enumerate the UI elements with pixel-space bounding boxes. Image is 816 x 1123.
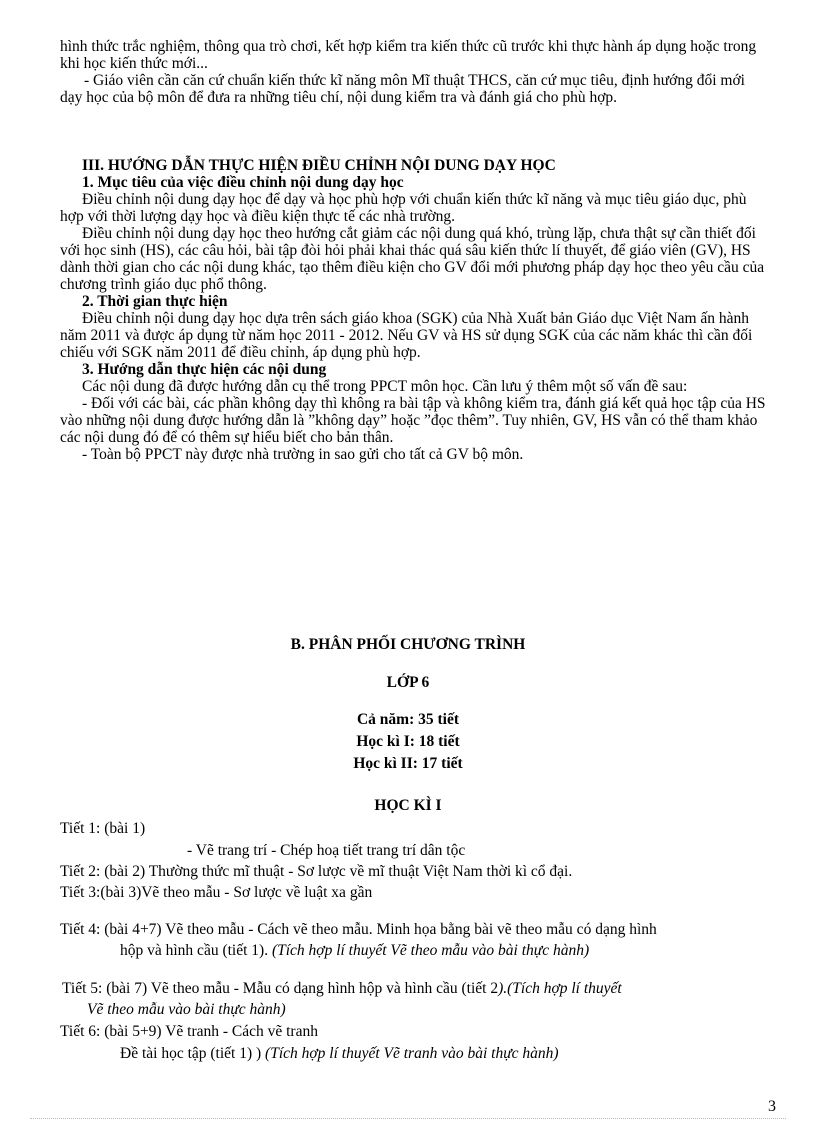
subsection-1-paragraph-2: Điều chỉnh nội dung dạy học theo hướng cắt giảm các nội dung quá khó, trùng lặp, chưa thật sự cần thiết đối với học sinh (HS), các câu hỏi, bài tập đòi hỏi phải khai thác quá sâu kiến thức lí thuyết, để giáo viên (GV), HS dành thời gian cho các nội dung khác, tạo thêm điều kiện cho GV đổi mới phương pháp dạy học theo yêu cầu của chương trình giáo dục phổ thông.: [60, 225, 765, 293]
lesson-6-line-2: [120, 1045, 559, 1062]
subsection-3-paragraph-2: - Đối với các bài, các phần không dạy thì không ra bài tập và không kiểm tra, đánh giá kết quả học tập của HS vào những nội dung được hướng dẫn là ”không dạy” hoặc ”đọc thêm”. Tuy nhiên, GV, HS vẫn có thể tham khảo các nội dung đó để có thêm sự hiểu biết cho bản thân.: [60, 395, 766, 446]
term-2-total: Học kì II: 17 tiết: [353, 755, 463, 772]
lesson-2: Tiết 2: (bài 2) Thường thức mĩ thuật - Sơ lược về mĩ thuật Việt Nam thời kì cổ đại.: [60, 863, 573, 880]
lesson-6-note: (Tích hợp lí thuyết Vẽ tranh vào bài thực hành): [265, 1045, 559, 1062]
intro-block: [60, 38, 770, 106]
subsection-3-paragraph-3: - Toàn bộ PPCT này được nhà trường in sao gửi cho tất cả GV bộ môn.: [82, 446, 524, 463]
subsection-3-paragraph-1: Các nội dung đã được hướng dẫn cụ thể trong PPCT môn học. Cần lưu ý thêm một số vấn đề sau:: [82, 378, 688, 395]
lesson-6-line-1: Tiết 6: (bài 5+9) Vẽ tranh - Cách vẽ tranh: [60, 1023, 318, 1040]
lesson-4-text: hộp và hình cầu (tiết 1).: [120, 942, 269, 959]
footer-divider: [30, 1118, 786, 1119]
lesson-1-line-1: Tiết 1: (bài 1): [60, 820, 146, 837]
lesson-3: Tiết 3:(bài 3)Vẽ theo mẫu - Sơ lược về luật xa gần: [60, 884, 373, 901]
grade-heading: LỚP 6: [386, 674, 430, 691]
program-heading: B. PHÂN PHỐI CHƯƠNG TRÌNH: [290, 636, 526, 653]
section-3: [60, 157, 770, 463]
lesson-1-line-2: - Vẽ trang trí - Chép hoạ tiết trang trí dân tộc: [187, 842, 466, 859]
year-total: Cả năm: 35 tiết: [356, 711, 460, 728]
lesson-5-note-start: ).(Tích hợp lí thuyết: [498, 980, 622, 997]
lesson-4-line-2: [120, 942, 589, 959]
lesson-6-text: Đề tài học tập (tiết 1) ): [120, 1045, 262, 1062]
term-heading: HỌC KÌ I: [374, 797, 442, 814]
lesson-5-line-2: Vẽ theo mẫu vào bài thực hành): [87, 1001, 286, 1018]
subsection-1-paragraph-1: Điều chỉnh nội dung dạy học để dạy và học phù hợp với chuẩn kiến thức kĩ năng và mục tiêu giáo dục, phù hợp với thời lượng dạy học và điều kiện thực tế các nhà trường.: [60, 191, 747, 225]
lesson-5-text: Tiết 5: (bài 7) Vẽ theo mẫu - Mẫu có dạng hình hộp và hình cầu (tiết 2: [62, 980, 499, 997]
intro-paragraph-1: hình thức trắc nghiệm, thông qua trò chơi, kết hợp kiểm tra kiến thức cũ trước khi thực hành áp dụng hoặc trong khi học kiến thức mới...: [60, 38, 757, 72]
subsection-1-title: 1. Mục tiêu của việc điều chỉnh nội dung dạy học: [82, 174, 404, 191]
intro-paragraph-2: - Giáo viên cần căn cứ chuẩn kiến thức kĩ năng môn Mĩ thuật THCS, căn cứ mục tiêu, định hướng đổi mới dạy học của bộ môn để đưa ra những tiêu chí, nội dung kiểm tra và đánh giá cho phù hợp.: [60, 72, 745, 106]
page-number: 3: [768, 1098, 776, 1115]
lesson-4-line-1: Tiết 4: (bài 4+7) Vẽ theo mẫu - Cách vẽ theo mẫu. Minh họa bằng bài vẽ theo mẫu có dạng hình: [60, 921, 657, 938]
subsection-2-title: 2. Thời gian thực hiện: [82, 293, 228, 310]
subsection-3-title: 3. Hướng dẫn thực hiện các nội dung: [82, 361, 327, 378]
lesson-5-line-1: [62, 980, 622, 997]
term-1-total: Học kì I: 18 tiết: [356, 733, 460, 750]
subsection-2-paragraph-1: Điều chỉnh nội dung dạy học dựa trên sách giáo khoa (SGK) của Nhà Xuất bản Giáo dục Việt Nam ấn hành năm 2011 và được áp dụng từ năm học 2011 - 2012. Nếu GV và HS sử dụng SGK của các năm khác thì cần đối chiếu với SGK năm 2011 để điều chỉnh, áp dụng phù hợp.: [60, 310, 753, 361]
section-3-heading: III. HƯỚNG DẪN THỰC HIỆN ĐIỀU CHỈNH NỘI DUNG DẠY HỌC: [82, 157, 556, 174]
lesson-4-note: (Tích hợp lí thuyết Vẽ theo mẫu vào bài thực hành): [271, 942, 590, 959]
